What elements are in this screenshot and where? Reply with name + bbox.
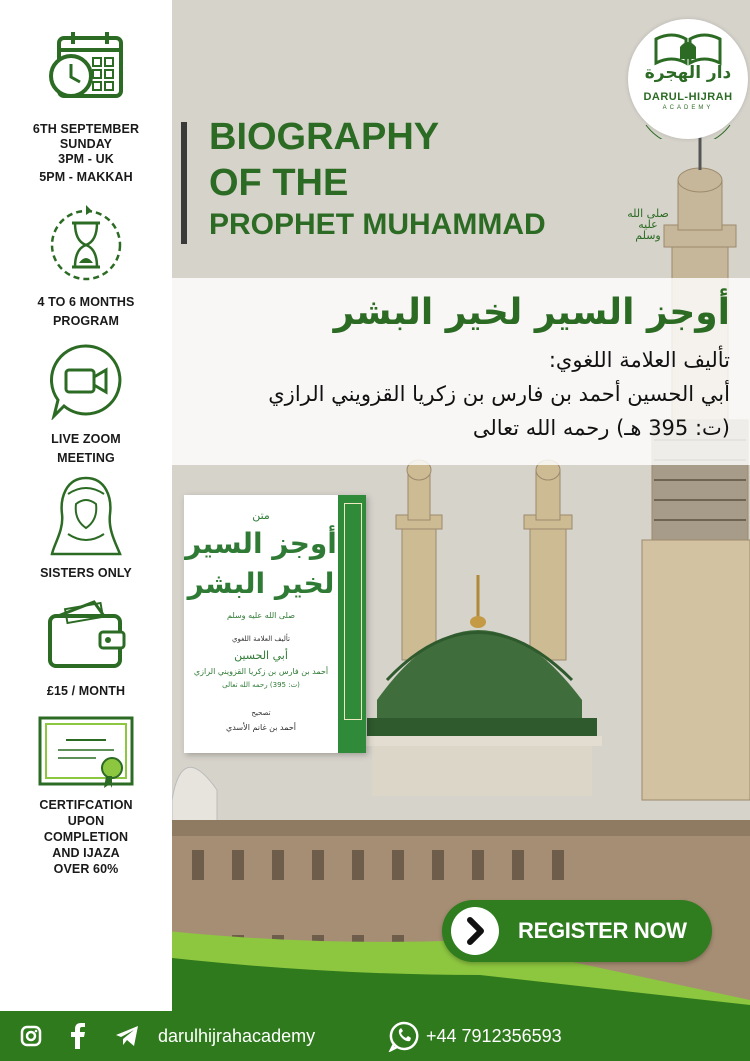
wallet-icon [44, 598, 128, 670]
certificate-icon [36, 716, 136, 788]
arabic-author-intro: تأليف العلامة اللغوي: [548, 348, 730, 372]
facebook-icon[interactable] [70, 1023, 86, 1049]
book-spine [338, 495, 366, 753]
honorific: صلى الله عليه وسلم [627, 207, 669, 242]
arabic-author-death: (ت: 395 هـ) رحمه الله تعالى [472, 416, 730, 440]
audience-block [0, 474, 172, 581]
book-author-label: تأليف العلامة اللغوي [231, 635, 291, 643]
hourglass-icon [46, 205, 126, 285]
academy-logo [628, 19, 748, 139]
cert-line5: OVER 60% [53, 862, 119, 876]
cert-line2: UPON [67, 814, 105, 828]
duration-line1: 4 TO 6 MONTHS [37, 295, 135, 309]
book-author1: أبي الحسين [234, 649, 288, 662]
format-line2: MEETING [57, 451, 115, 465]
register-arrow-circle [451, 907, 499, 955]
hijab-woman-icon [46, 474, 126, 556]
logo-sub: ACADEMY [662, 105, 714, 111]
cert-line1: CERTIFCATION [39, 798, 133, 812]
format-block [0, 342, 172, 466]
register-button[interactable] [442, 900, 712, 962]
duration-block [0, 205, 172, 329]
logo-arabic: دار الهجرة [644, 63, 732, 83]
calendar-clock-icon [41, 30, 131, 100]
book-author2: أحمد بن فارس بن زكريا القزويني الرازي [193, 667, 329, 676]
price-label: £15 / MONTH [46, 684, 126, 698]
footer-handle[interactable]: darulhijrahacademy [158, 1026, 316, 1046]
title-accent-bar [181, 122, 187, 244]
arabic-book-title: أوجز السير لخير البشر [333, 292, 730, 333]
price-block [0, 598, 172, 699]
schedule-time-uk: 3PM - UK [58, 152, 114, 166]
telegram-icon[interactable] [115, 1025, 139, 1047]
book-title1: أوجز السير [185, 527, 337, 560]
certification-block [0, 716, 172, 877]
book-subtitle: صلى الله عليه وسلم [227, 611, 295, 620]
whatsapp-icon[interactable] [388, 1020, 420, 1052]
arabic-author-name: أبي الحسين أحمد بن فارس بن زكريا القزويني الرازي [268, 382, 730, 406]
schedule-time-makkah: 5PM - MAKKAH [39, 170, 133, 184]
arabic-info-panel [172, 278, 750, 465]
schedule-day: SUNDAY [59, 137, 113, 151]
book-top: متن [252, 509, 270, 522]
cert-line3: COMPLETION [43, 830, 129, 844]
cert-line4: AND IJAZA [52, 846, 120, 860]
info-sidebar [0, 0, 172, 1061]
register-label: REGISTER NOW [518, 918, 687, 943]
video-chat-icon [46, 342, 126, 420]
footer-bar [0, 1011, 750, 1061]
title-line2: OF THE [209, 162, 349, 204]
book-author3: (ت: 395) رحمه الله تعالى [222, 681, 300, 689]
title-line3: PROPHET MUHAMMAD [209, 208, 546, 241]
book-editor: أحمد بن غانم الأسدي [225, 723, 297, 732]
footer-phone[interactable]: +44 7912356593 [426, 1026, 562, 1046]
instagram-icon[interactable] [20, 1025, 42, 1047]
logo-latin: DARUL-HIJRAH [643, 91, 733, 103]
audience-label: SISTERS ONLY [40, 566, 132, 580]
book-cover-image [184, 495, 366, 753]
book-editor-label: تصحيح [251, 709, 271, 717]
title-line1: BIOGRAPHY [209, 116, 440, 158]
duration-line2: PROGRAM [53, 314, 119, 328]
format-line1: LIVE ZOOM [51, 432, 121, 446]
book-title2: لخير البشر [187, 567, 335, 600]
schedule-block [0, 30, 172, 185]
schedule-date: 6TH SEPTEMBER [32, 122, 140, 136]
chevron-right-icon [451, 907, 499, 955]
